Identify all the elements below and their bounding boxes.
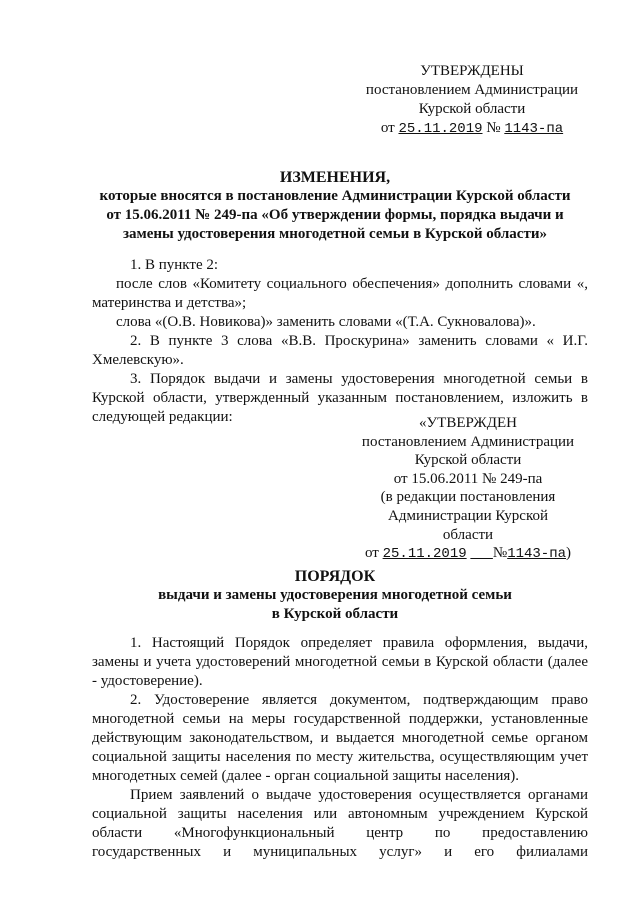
quote-line7: области <box>442 526 494 543</box>
approval-date-line <box>352 119 592 139</box>
order-paragraph-2: 2. Удостоверение является документом, подтверждающим право многодетной семьи на меры государственной поддержки, установленные действующим законодательством, и выдается многодетной семье органом социальной защиты населения по месту жительства, осуществляющим учет многодетных семей (далее - орган социальной защиты населения). <box>92 692 588 784</box>
quote-close: ) <box>566 545 571 562</box>
order-body <box>92 634 588 862</box>
order-subtitle-1: выдачи и замены удостоверения многодетной семьи <box>158 587 512 603</box>
quote-number: 1143-па <box>507 546 566 563</box>
order-title <box>120 567 550 624</box>
approval-date-prefix: от <box>380 120 395 136</box>
change-paragraph-2: после слов «Комитету социального обеспечения» дополнить словами «, материнства и детства»; <box>92 276 588 311</box>
order-heading: ПОРЯДОК <box>294 568 376 585</box>
quoted-approval-stamp <box>358 414 578 564</box>
changes-heading: ИЗМЕНЕНИЯ, <box>279 169 391 186</box>
quote-num-prefix: № <box>492 545 508 562</box>
quote-line6: Администрации Курской <box>387 507 548 524</box>
quote-line4: от 15.06.2011 № 249-па <box>393 470 543 487</box>
change-paragraph-4: 2. В пункте 3 слова «В.В. Проскурина» заменить словами « И.Г. Хмелевскую». <box>92 333 588 368</box>
changes-body <box>92 256 588 427</box>
quote-line5: (в редакции постановления <box>380 489 556 506</box>
approval-date: 25.11.2019 <box>398 121 483 137</box>
changes-subtitle-3: замены удостоверения многодетной семьи в Курской области» <box>123 226 547 242</box>
changes-subtitle-1: которые вносятся в постановление Администрации Курской области <box>99 188 571 204</box>
approval-stamp <box>352 62 592 139</box>
quote-date-prefix: от <box>365 545 379 562</box>
changes-title <box>80 168 590 244</box>
changes-subtitle-2: от 15.06.2011 № 249-па «Об утверждении формы, порядка выдачи и <box>106 207 564 223</box>
approval-line1: УТВЕРЖДЕНЫ <box>420 63 524 79</box>
change-paragraph-3: слова «(О.В. Новикова)» заменить словами «(Т.А. Сукновалова)». <box>116 314 536 330</box>
quote-line2: постановлением Администрации <box>361 433 575 450</box>
approval-num-prefix: № <box>486 120 501 136</box>
change-paragraph-5: 3. Порядок выдачи и замены удостоверения многодетной семьи в Курской области, утвержденный указанным постановлением, изложить в следующей редакции: <box>92 371 588 425</box>
quote-date: 25.11.2019 <box>382 546 467 563</box>
quote-line1: «УТВЕРЖДЕН <box>419 415 517 431</box>
order-paragraph-3: Прием заявлений о выдаче удостоверения осуществляется органами социальной защиты населения или автономным учреждением Курской области «Многофункциональный центр по предоставлению государственных и муниципальных услуг» и его филиалами <box>92 787 588 860</box>
approval-number: 1143-па <box>504 121 564 137</box>
order-subtitle-2: в Курской области <box>271 606 399 622</box>
quote-line3: Курской области <box>414 452 522 469</box>
approval-line3: Курской области <box>418 101 526 117</box>
order-paragraph-1: 1. Настоящий Порядок определяет правила оформления, выдачи, замены и учета удостоверений многодетной семьи в Курской области (далее - удостоверение). <box>92 635 588 689</box>
change-paragraph-1: 1. В пункте 2: <box>130 257 219 273</box>
approval-line2: постановлением Администрации <box>365 82 579 98</box>
quote-date-line <box>358 544 578 564</box>
